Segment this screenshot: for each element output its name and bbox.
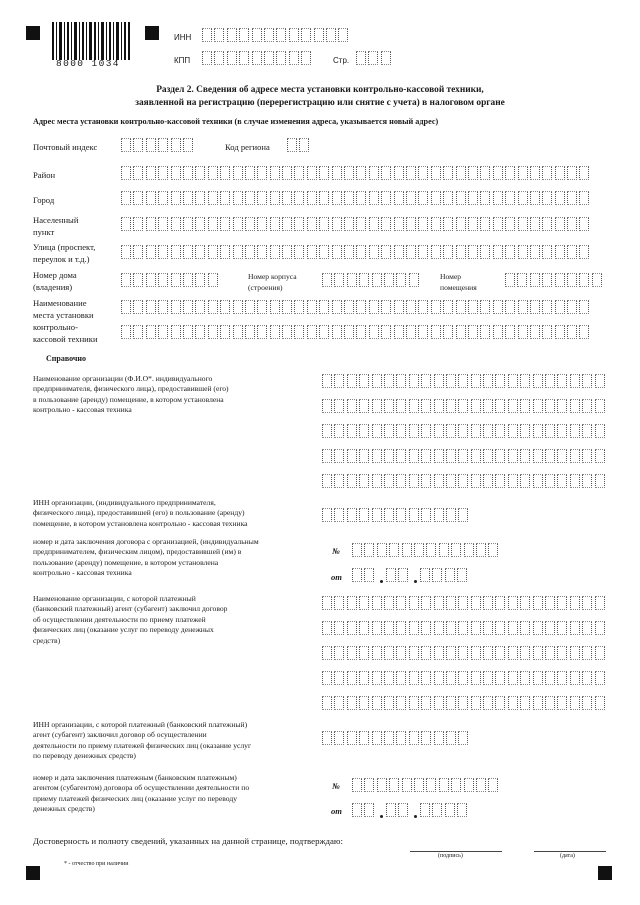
agent-inn-field[interactable] xyxy=(322,731,471,745)
confirmation-statement: Достоверность и полноту сведений, указанных на данной странице, подтверждаю: xyxy=(33,836,343,846)
date-caption: (дата) xyxy=(560,853,575,859)
postal-index-field[interactable] xyxy=(121,138,195,152)
agent-inn-label-line-2: агент (субагент) заключил договор об осуществлении xyxy=(33,730,207,739)
agent-contract-label-line-1: номер и дата заключения платежным (банковским платежным) xyxy=(33,773,237,782)
agent-org-label-line-4: физических лиц (оказание услуг по переводу денежных xyxy=(33,625,214,634)
agent-contract-number-field[interactable] xyxy=(352,778,501,792)
footnote: * - отчество при наличии xyxy=(64,861,129,867)
barcode xyxy=(52,22,130,60)
city-field[interactable] xyxy=(121,191,592,205)
room-number-field[interactable] xyxy=(505,273,604,287)
agent-contract-number-sign: № xyxy=(332,781,340,791)
place-name-field-row-2[interactable] xyxy=(121,325,592,339)
place-name-label-line-1: Наименование xyxy=(33,298,87,308)
region-code-field[interactable] xyxy=(287,138,312,152)
landlord-inn-field[interactable] xyxy=(322,508,471,522)
page-number-field[interactable] xyxy=(356,51,393,65)
agent-contract-date-from: от xyxy=(331,806,342,816)
agent-contract-label-line-2: агентом (субагентом) договора об осуществлении деятельности по xyxy=(33,783,250,792)
place-name-label-line-4: кассовой техники xyxy=(33,334,98,344)
agent-inn-label-line-3: деятельности по приему платежей физических лиц (оказание услуг xyxy=(33,741,252,750)
agent-org-label-line-5: средств) xyxy=(33,636,61,645)
registration-mark-bottom-left xyxy=(26,866,40,880)
agent-contract-label-line-3: приему платежей физических лиц (оказание услуг по переводу xyxy=(33,794,237,803)
page-label: Стр. xyxy=(333,56,350,65)
room-number-label-line-2: помещения xyxy=(440,283,477,292)
building-number-label-line-2: (строения) xyxy=(248,283,283,292)
lease-contract-label-line-2: предпринимателем, физическим лицом), предоставившей (им) в xyxy=(33,547,242,556)
house-number-label-line-1: Номер дома xyxy=(33,270,77,280)
place-name-label-line-3: контрольно- xyxy=(33,322,78,332)
registration-mark-top-right xyxy=(145,26,159,40)
inn-label: ИНН xyxy=(174,33,192,42)
org-name-label-line-2: предпринимателя, физического лица), предоставившей (его) xyxy=(33,384,229,393)
org-name-label-line-3: в пользование (аренду) помещение, в котором установлена xyxy=(33,395,224,404)
kpp-label: КПП xyxy=(174,56,191,65)
lease-contract-number-sign: № xyxy=(332,546,340,556)
registration-mark-bottom-right xyxy=(598,866,612,880)
street-label-line-1: Улица (проспект, xyxy=(33,242,96,252)
agent-org-label-line-1: Наименование организации, с которой платежный xyxy=(33,594,196,603)
registration-mark-top-left xyxy=(26,26,40,40)
landlord-inn-label-line-1: ИНН организации, (индивидуального предпринимателя, xyxy=(33,498,216,507)
district-field[interactable] xyxy=(121,166,592,180)
lease-contract-date-from: от xyxy=(331,572,342,582)
lease-contract-label-line-4: контрольно - кассовая техника xyxy=(33,568,132,577)
signature-caption: (подпись) xyxy=(438,853,463,859)
section-title-line-1: Раздел 2. Сведения об адресе места установки контрольно-кассовой техники, xyxy=(156,85,484,95)
locality-field[interactable] xyxy=(121,217,592,231)
district-label: Район xyxy=(33,170,56,180)
landlord-inn-label-line-3: помещение, в котором установлена контрольно - кассовая техника xyxy=(33,519,248,528)
address-section-heading: Адрес места установки контрольно-кассовой техники (в случае изменения адреса, указывается новый адрес) xyxy=(33,117,439,126)
postal-index-label: Почтовый индекс xyxy=(33,142,98,152)
section-title-line-2: заявленной на регистрацию (перерегистрацию или снятие с учета) в налоговом органе xyxy=(135,98,505,108)
building-number-label-line-1: Номер корпуса xyxy=(248,272,297,281)
street-field[interactable] xyxy=(121,245,592,259)
date-line[interactable] xyxy=(534,851,606,852)
place-name-field-row-1[interactable] xyxy=(121,300,592,314)
agent-inn-label-line-4: по переводу денежных средств) xyxy=(33,751,136,760)
agent-inn-label-line-1: ИНН организации, с которой платежный (банковский платежный) xyxy=(33,720,248,729)
lease-contract-label-line-3: пользование (аренду) помещение, в котором установлена xyxy=(33,558,219,567)
room-number-label-line-1: Номер xyxy=(440,272,462,281)
place-name-label-line-2: места установки xyxy=(33,310,94,320)
city-label: Город xyxy=(33,195,55,205)
kpp-header-field[interactable] xyxy=(202,51,314,65)
house-number-field[interactable] xyxy=(121,273,220,287)
org-name-label-line-4: контрольно - кассовая техника xyxy=(33,405,132,414)
house-number-label-line-2: (владения) xyxy=(33,282,73,292)
building-number-field[interactable] xyxy=(322,273,421,287)
agent-org-label-line-2: (банковский платежный) агент (субагент) заключил договор xyxy=(33,604,228,613)
locality-label-line-2: пункт xyxy=(33,227,55,237)
region-code-label: Код региона xyxy=(225,142,270,152)
barcode-number: 8000 1034 xyxy=(56,58,120,69)
lease-contract-label-line-1: номер и дата заключения договора с организацией, (индивидуальным xyxy=(33,537,259,546)
agent-contract-label-line-4: денежных средств) xyxy=(33,804,95,813)
signature-line[interactable] xyxy=(410,851,502,852)
agent-org-label-line-3: об осуществлении деятельности по приему платежей xyxy=(33,615,206,624)
org-name-label-line-1: Наименование организации (Ф.И.О*. индивидуального xyxy=(33,374,213,383)
inn-header-field[interactable] xyxy=(202,28,351,42)
locality-label-line-1: Населенный xyxy=(33,215,79,225)
street-label-line-2: переулок и т.д.) xyxy=(33,254,90,264)
landlord-inn-label-line-2: физического лица), предоставившей (его) в пользование (аренду) xyxy=(33,508,245,517)
reference-heading: Справочно xyxy=(46,354,87,363)
lease-contract-number-field[interactable] xyxy=(352,543,501,557)
